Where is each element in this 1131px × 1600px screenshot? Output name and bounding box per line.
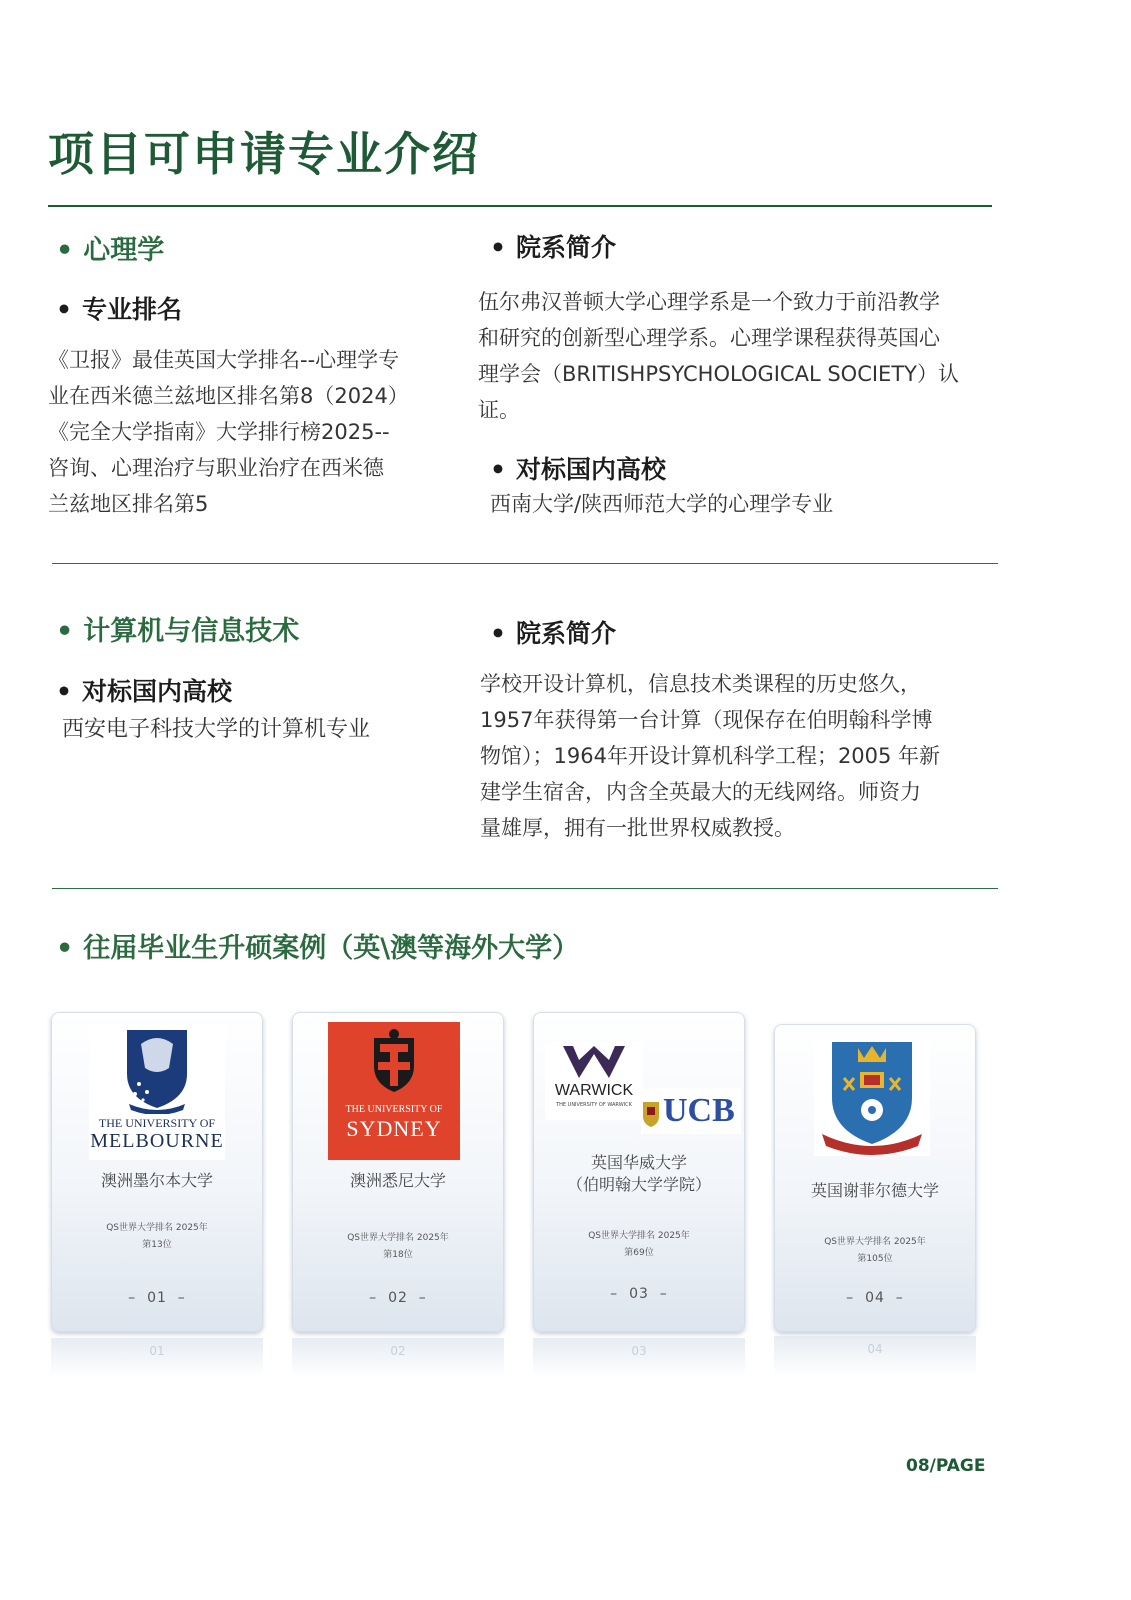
card-reflection: 03: [533, 1338, 745, 1378]
psychology-heading: [56, 228, 164, 267]
dept-line: 学校开设计算机，信息技术类课程的历史悠久，: [480, 672, 921, 696]
university-name: 英国华威大学: [590, 1153, 687, 1172]
qs-rank-label: QS世界大学排名 2025年: [588, 1231, 690, 1241]
ranking-heading: [56, 290, 182, 326]
computing-benchmark-heading: [56, 672, 232, 708]
card-number: – 01 –: [128, 1290, 186, 1306]
sheffield-logo: [814, 1038, 930, 1156]
ranking-title: 专业排名: [81, 295, 182, 324]
dept-line: 和研究的创新型心理学系。心理学课程获得英国心: [478, 326, 940, 350]
ranking-line: 《完全大学指南》大学排行榜2025--: [48, 420, 390, 444]
university-name-sub: （伯明翰大学学院）: [566, 1175, 711, 1194]
dept-line: 伍尔弗汉普顿大学心理学系是一个致力于前沿教学: [478, 290, 940, 314]
warwick-w-icon: [545, 1042, 643, 1082]
university-name: 澳洲墨尔本大学: [100, 1171, 213, 1190]
university-name: 澳洲悉尼大学: [349, 1171, 446, 1190]
crest-icon: [89, 1024, 225, 1114]
ranking-line: 咨询、心理治疗与职业治疗在西米德: [48, 456, 384, 480]
bullet: •: [56, 933, 74, 964]
university-card-warwick: [533, 1012, 745, 1332]
psychology-dept-text: [478, 284, 1008, 428]
logo-line: MELBOURNE: [90, 1130, 224, 1152]
dept-line: 量雄厚，拥有一批世界权威教授。: [480, 816, 795, 840]
title-divider: [48, 205, 992, 207]
qs-rank-label: QS世界大学排名 2025年: [824, 1237, 926, 1247]
bullet: •: [56, 616, 74, 647]
bullet: •: [56, 295, 72, 324]
bullet: •: [490, 233, 506, 262]
section-divider: [52, 888, 998, 889]
warwick-logo: [545, 1042, 643, 1120]
ranking-text: [48, 342, 458, 522]
dept-title: 院系简介: [515, 233, 616, 262]
benchmark-title: 对标国内高校: [515, 455, 666, 484]
bullet: •: [56, 677, 72, 706]
dept-line: 证。: [478, 398, 520, 422]
dept-line: 1957年获得第一台计算（现保存在伯明翰科学博: [480, 708, 933, 732]
sydney-logo: [328, 1022, 460, 1160]
qs-rank-value: 第69位: [624, 1248, 654, 1258]
university-card-sheffield: [774, 1024, 976, 1332]
computing-benchmark-text: 西安电子科技大学的计算机专业: [62, 717, 371, 742]
card-number: – 04 –: [846, 1290, 904, 1306]
qs-rank-label: QS世界大学排名 2025年: [347, 1233, 449, 1243]
ucb-crest-icon: [641, 1098, 661, 1128]
computing-dept-heading: [490, 614, 616, 650]
card-reflection: 04: [774, 1336, 976, 1376]
psychology-dept-heading: [490, 228, 616, 264]
psychology-title: 心理学: [83, 235, 165, 266]
page-title: 项目可申请专业介绍: [48, 127, 480, 181]
ranking-line: 《卫报》最佳英国大学排名--心理学专: [48, 348, 400, 372]
bullet: •: [490, 455, 506, 484]
ranking-line: 业在西米德兰兹地区排名第8（2024）: [48, 384, 409, 408]
dept-line: 物馆）；1964年开设计算机科学工程；2005 年新: [480, 744, 941, 768]
psychology-benchmark-heading: [490, 450, 666, 486]
qs-rank-value: 第13位: [142, 1240, 172, 1250]
logo-line: SYDNEY: [346, 1116, 442, 1141]
university-card-sydney: [292, 1012, 504, 1332]
dept-title: 院系简介: [515, 619, 616, 648]
university-card-melbourne: [51, 1012, 263, 1332]
card-reflection: 02: [292, 1338, 504, 1378]
computing-title: 计算机与信息技术: [83, 616, 300, 647]
bullet: •: [490, 619, 506, 648]
cases-heading: [56, 926, 579, 965]
qs-rank-label: QS世界大学排名 2025年: [106, 1223, 208, 1233]
crest-icon: [814, 1038, 930, 1156]
logo-line: THE UNIVERSITY OF: [345, 1104, 443, 1115]
logo-line: WARWICK: [554, 1082, 634, 1099]
page-number: 08/PAGE: [906, 1456, 986, 1476]
dept-line: 建学生宿舍，内含全英最大的无线网络。师资力: [480, 780, 921, 804]
computing-dept-text: [480, 666, 1010, 846]
card-number: – 02 –: [369, 1290, 427, 1306]
benchmark-title: 对标国内高校: [81, 677, 232, 706]
qs-rank-value: 第105位: [857, 1254, 893, 1264]
computing-heading: [56, 609, 299, 648]
card-number: – 03 –: [610, 1286, 668, 1302]
card-reflection: 01: [51, 1338, 263, 1378]
qs-rank-value: 第18位: [383, 1250, 413, 1260]
section-divider: [52, 563, 998, 564]
logo-line: THE UNIVERSITY OF: [98, 1116, 216, 1130]
melbourne-logo: [89, 1024, 225, 1160]
logo-line: UCB: [663, 1092, 735, 1129]
logo-line: THE UNIVERSITY OF WARWICK: [556, 1102, 632, 1108]
dept-line: 理学会（BRITISHPSYCHOLOGICAL SOCIETY）认: [478, 362, 959, 386]
psychology-benchmark-text: 西南大学/陕西师范大学的心理学专业: [490, 492, 834, 516]
bullet: •: [56, 235, 74, 266]
university-name: 英国谢菲尔德大学: [810, 1181, 939, 1200]
cases-title: 往届毕业生升硕案例（英\澳等海外大学）: [83, 933, 580, 964]
ranking-line: 兰兹地区排名第5: [48, 492, 209, 516]
ucb-logo: [641, 1088, 741, 1134]
crest-icon: [328, 1022, 460, 1102]
